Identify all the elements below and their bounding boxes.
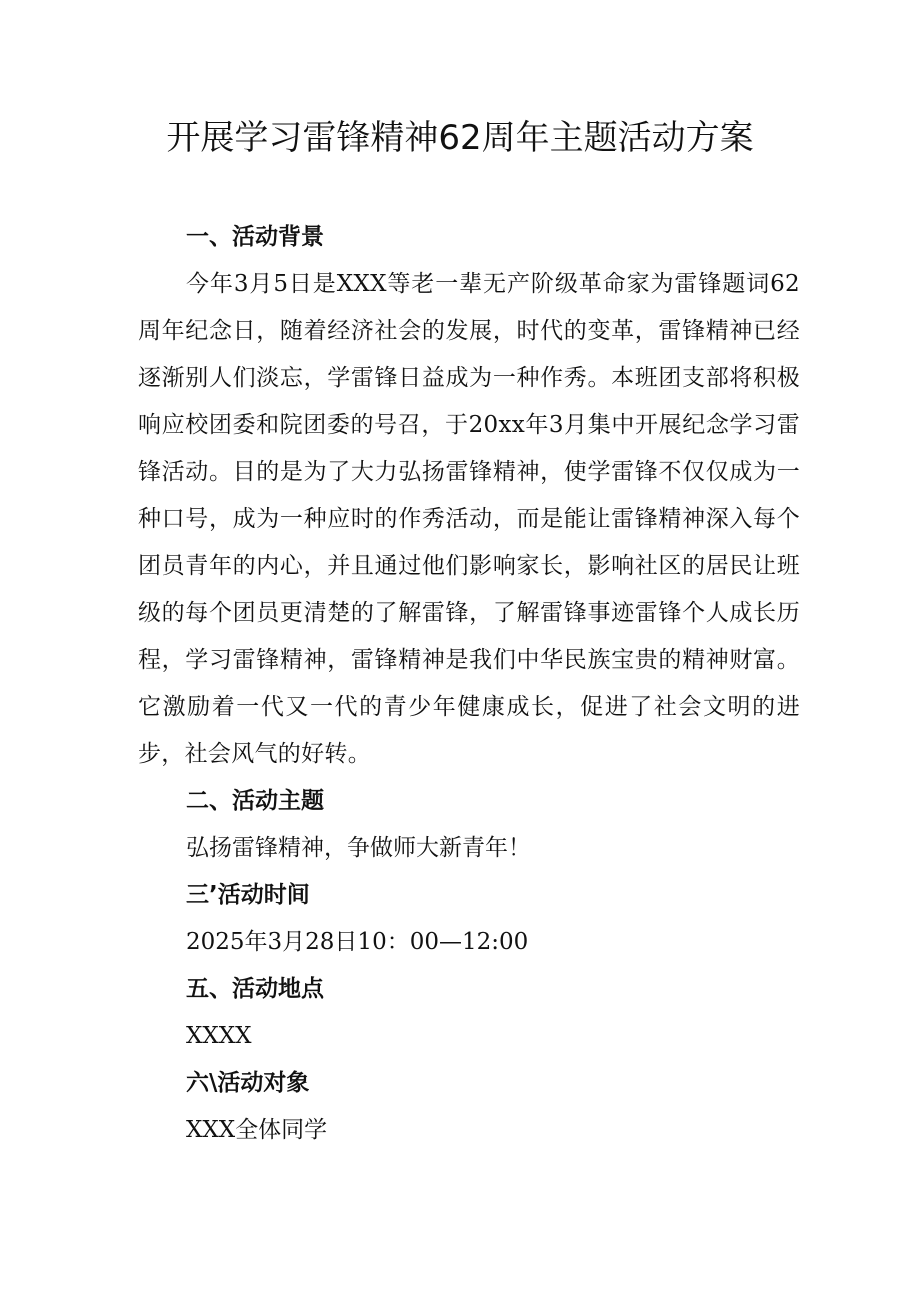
section-heading: 一、活动背景 — [186, 224, 324, 250]
section-audience — [138, 1060, 800, 1154]
section-text: 弘扬雷锋精神，争做师大新青年！ — [186, 835, 531, 861]
section-paragraph: 今年3月5日是XXX等老一辈无产阶级革命家为雷锋题词62周年纪念日，随着经济社会的发展，时代的变革，雷锋精神已经逐渐别人们淡忘，学雷锋日益成为一种作秀。本班团支部将积极响应校团委和院团委的号召，于20xx年3月集中开展纪念学习雷锋活动。目的是为了大力弘扬雷锋精神，使学雷锋不仅仅成为一种口号，成为一种应时的作秀活动，而是能让雷锋精神深入每个团员青年的内心，并且通过他们影响家长，影响社区的居民让班级的每个团员更清楚的了解雷锋，了解雷锋事迹雷锋个人成长历程，学习雷锋精神，雷锋精神是我们中华民族宝贵的精神财富。它激励着一代又一代的青少年健康成长，促进了社会文明的进步，社会风气的好转。 — [138, 271, 800, 767]
section-text: XXXX — [186, 1023, 252, 1049]
section-text: XXX全体同学 — [186, 1117, 328, 1143]
section-time — [138, 872, 800, 966]
section-heading: 二、活动主题 — [186, 788, 324, 814]
section-heading: 五、活动地点 — [186, 976, 324, 1002]
section-heading: 六\活动对象 — [186, 1070, 310, 1096]
section-location — [138, 966, 800, 1060]
section-heading: 三’活动时间 — [186, 882, 310, 908]
section-theme — [138, 778, 800, 872]
document-body — [138, 214, 800, 1154]
section-text: 2025年3月28日10：00—12:00 — [186, 929, 529, 955]
document-title: 开展学习雷锋精神62周年主题活动方案 — [166, 118, 754, 158]
section-background — [138, 214, 800, 778]
